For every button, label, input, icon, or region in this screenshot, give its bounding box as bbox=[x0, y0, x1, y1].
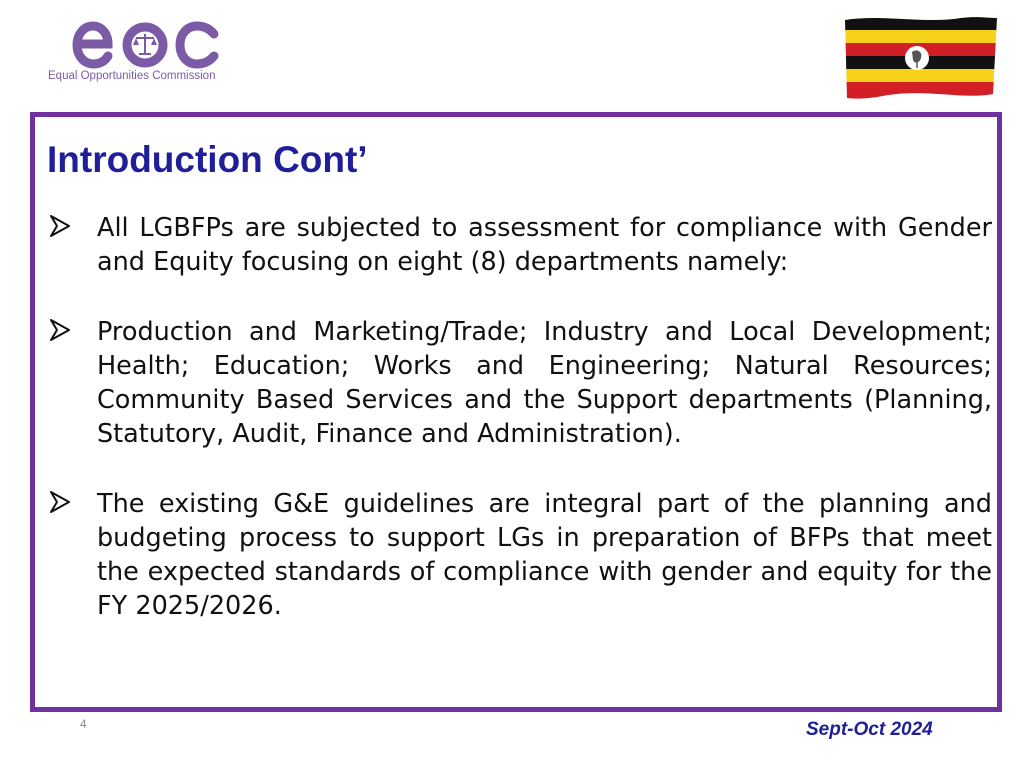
bullet-list bbox=[45, 211, 992, 623]
bullet-item bbox=[45, 487, 992, 623]
bullet-text: The existing G&E guidelines are integral part of the planning and budgeting process to support LGs in preparation of BFPs that meet the expected standards of compliance with gender and equity for the FY 2025/2026. bbox=[97, 489, 992, 621]
eoc-logo bbox=[44, 20, 254, 92]
arrow-bullet-icon bbox=[48, 214, 72, 238]
slide-title: Introduction Cont’ bbox=[47, 139, 368, 180]
arrow-bullet-icon bbox=[48, 318, 72, 342]
bullet-text: Production and Marketing/Trade; Industry and Local Development; Health; Education; Works and Engineering; Natural Resources; Community Based Services and the Support departments (Planning, Statutory, Audit, Finance and Administration). bbox=[97, 317, 992, 449]
uganda-flag-icon bbox=[843, 16, 999, 104]
content-frame bbox=[30, 112, 1002, 712]
bullet-item bbox=[45, 211, 992, 279]
bullet-item bbox=[45, 315, 992, 451]
page-number: 4 bbox=[80, 717, 87, 731]
bullet-text: All LGBFPs are subjected to assessment for compliance with Gender and Equity focusing on eight (8) departments namely: bbox=[97, 213, 992, 277]
eoc-logo-icon bbox=[72, 20, 222, 70]
footer-date: Sept-Oct 2024 bbox=[806, 719, 933, 740]
logo-text: Equal Opportunities Commission bbox=[48, 70, 216, 82]
arrow-bullet-icon bbox=[48, 490, 72, 514]
